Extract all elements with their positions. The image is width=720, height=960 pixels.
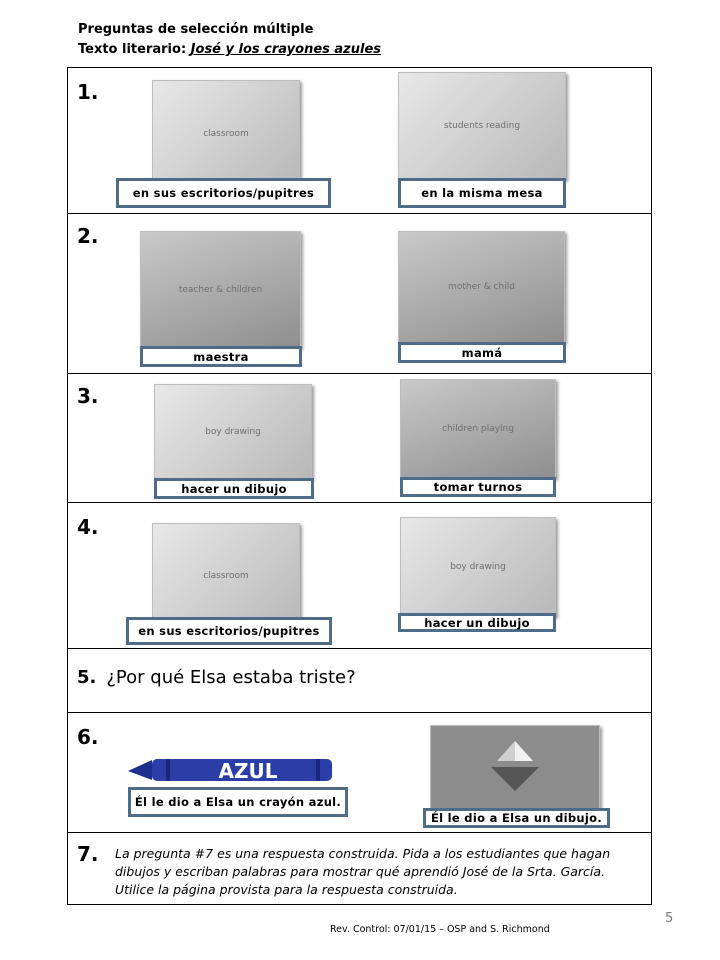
question-text bbox=[77, 667, 356, 688]
boy-drawing-illustration: boy drawing bbox=[154, 384, 312, 479]
question-number: 3. bbox=[77, 384, 99, 408]
crayon-label: AZUL bbox=[218, 759, 278, 783]
boat-drawing bbox=[430, 725, 600, 809]
question-row-3 bbox=[68, 374, 651, 503]
question-row-7 bbox=[68, 833, 651, 904]
revision-control: Rev. Control: 07/01/15 – OSP and S. Richmond bbox=[330, 924, 550, 935]
page-number: 5 bbox=[665, 911, 674, 926]
question-prompt: ¿Por qué Elsa estaba triste? bbox=[106, 667, 356, 688]
classroom-illustration: classroom bbox=[152, 80, 300, 188]
answer-label-b[interactable]: hacer un dibujo bbox=[398, 613, 556, 632]
question-number: 7. bbox=[77, 842, 99, 866]
question-number: 1. bbox=[77, 80, 99, 104]
question-number: 2. bbox=[77, 224, 99, 248]
mother-with-child-photo: mother & child bbox=[398, 231, 565, 343]
header-subtitle bbox=[78, 42, 381, 57]
question-row-1 bbox=[68, 68, 651, 214]
question-table bbox=[67, 67, 652, 905]
children-taking-turns-photo: children playing bbox=[400, 379, 556, 479]
students-reading-illustration: students reading bbox=[398, 72, 566, 180]
question-row-4 bbox=[68, 503, 651, 649]
question-row-2 bbox=[68, 214, 651, 374]
question-row-5 bbox=[68, 649, 651, 713]
answer-label-b[interactable]: mamá bbox=[398, 342, 566, 363]
answer-label-b[interactable]: Él le dio a Elsa un dibujo. bbox=[423, 808, 610, 828]
blue-crayon-icon bbox=[126, 751, 336, 787]
header-title: Preguntas de selección múltiple bbox=[78, 22, 314, 37]
answer-label-a[interactable]: Él le dio a Elsa un crayón azul. bbox=[128, 787, 348, 817]
question-number: 6. bbox=[77, 725, 99, 749]
boat-icon bbox=[485, 739, 545, 795]
answer-label-b[interactable]: en la misma mesa bbox=[398, 178, 566, 208]
constructed-response-note: La pregunta #7 es una respuesta construida. Pida a los estudiantes que hagan dibujos y escriban palabras para mostrar qué aprendió José de la Srta. García. Utilice la página provista para la respuesta construida. bbox=[115, 846, 611, 897]
answer-label-a[interactable]: en sus escritorios/pupitres bbox=[116, 178, 331, 208]
question-row-6 bbox=[68, 713, 651, 833]
question-number: 5. bbox=[77, 667, 97, 688]
question-number: 4. bbox=[77, 515, 99, 539]
boy-drawing-illustration: boy drawing bbox=[400, 517, 556, 617]
answer-label-a[interactable]: hacer un dibujo bbox=[154, 478, 314, 499]
teacher-with-children-photo: teacher & children bbox=[140, 231, 301, 349]
classroom-illustration: classroom bbox=[152, 523, 300, 629]
answer-label-a[interactable]: maestra bbox=[140, 346, 302, 367]
header-story-title: José y los crayones azules bbox=[190, 42, 382, 57]
header-text-type: Texto literario: bbox=[78, 42, 191, 57]
answer-label-b[interactable]: tomar turnos bbox=[400, 477, 556, 497]
answer-label-a[interactable]: en sus escritorios/pupitres bbox=[126, 617, 332, 645]
